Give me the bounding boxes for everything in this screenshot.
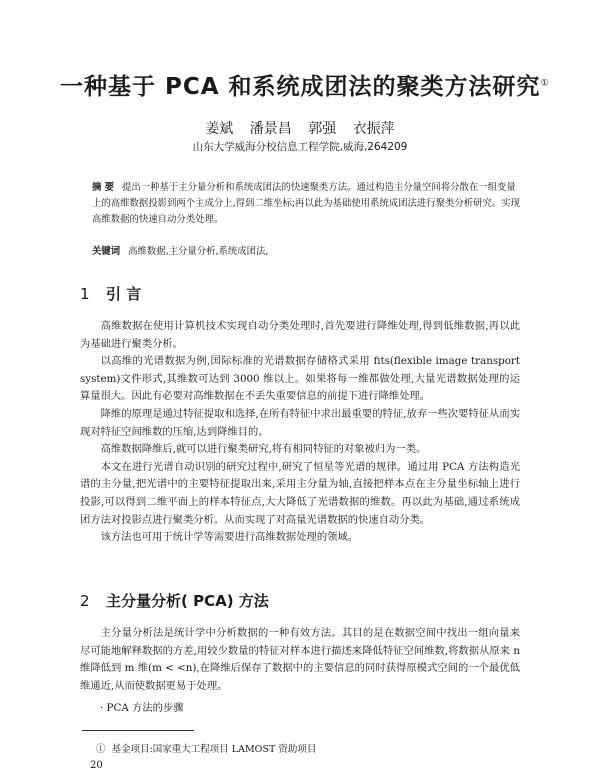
abstract-label: 摘 要 [92,182,115,193]
author: 衣振萍 [352,121,395,137]
bullet-item: · PCA 方法的步骤 [100,702,184,714]
keywords-text: 高维数据,主分量分析,系统成团法, [128,246,269,257]
paragraph: 该方法也可用于统计学等需要进行高维数据处理的领域。 [100,531,359,544]
paragraph: 高维数据在使用计算机技术实现自动分类处理时,首先要进行降维处理,得到低维数据,再以此为基础进行聚类分析。 [80,320,520,350]
paragraph: 以高维的光谱数据为例,国际标准的光谱数据存储格式采用 fits(flexible image transport system)文件形式,其维数可达到 3000 维以上。如果将每一维都做处理,大量光谱数据处理的运算量很大。因此有必要对高维数据在不丢失重要信息的前提下进行降维处理。 [80,355,520,403]
paragraph: 本文在进行光谱自动识别的研究过程中,研究了恒星等光谱的规律。通过用 PCA 方法构造光谱的主分量,把光谱中的主要特征提取出来,采用主分量为轴,直接把样本点在主分量坐标轴上进行投影,可以得到二维平面上的样本特征点,大大降低了光谱数据的维数。再以此为基础,通过系统成团方法对投影点进行聚类分析。从而实现了对高量光谱数据的快速自动分类。 [80,460,520,526]
author: 潘景昌 [249,121,292,137]
section-heading-2 [80,590,269,611]
author: 姜斌 [205,121,234,137]
paragraph: 高维数据降维后,就可以进行聚类研究,将有相同特征的对象被归为一类。 [100,443,427,456]
keywords-label: 关键词 [92,246,121,257]
footnote [96,741,316,755]
section-heading-1 [80,283,141,304]
author-list [0,118,600,138]
keywords [92,244,522,260]
section-title: 主分量分析( PCA) 方法 [106,592,269,610]
paragraph: 降维的原理是通过特征提取和选择,在所有特征中求出最重要的特征,放弃一些次要特征从而实现对特征空间维数的压缩,达到降维目的。 [80,407,520,438]
abstract-text: 提出一种基于主分量分析和系统成团法的快速聚类方法。通过构造主分量空间将分散在一组变量上的高维数据投影到两个主成分上,得到二维坐标;再以此为基础使用系统成团法进行聚类分析研究。实现高维数据的快速自动分类处理。 [92,182,521,225]
paragraph: 主分量分析法是统计学中分析数据的一种有效方法。其目的是在数据空间中找出一组向量来尽可能地解释数据的方差,用较少数量的特征对样本进行描述来降低特征空间维数,将数据从原来 n 维降低到 m 维(m < <n),在降维后保存了数据中的主要信息的同时获得原模式空间的一个最优低维通近,从而使数据更易于处理。 [80,627,520,692]
section-number: 1 [80,285,90,303]
section-2-body [80,625,520,695]
affiliation: 山东大学威海分校信息工程学院,威海,264209 [192,141,408,153]
footnote-divider [82,730,194,731]
paper-title [60,68,550,101]
section-title: 引 言 [106,285,142,303]
footnote-mark: ① [96,744,106,755]
title-footnote-mark: ① [540,78,550,89]
author: 郭强 [308,121,337,137]
section-number: 2 [80,592,90,610]
title-text: 一种基于 PCA 和系统成团法的聚类方法研究 [60,74,541,100]
abstract [92,180,522,228]
footnote-text: 基金项目:国家重大工程项目 LAMOST 资助项目 [111,744,317,755]
page-number: 20 [90,760,103,771]
section-1-body [80,318,520,547]
